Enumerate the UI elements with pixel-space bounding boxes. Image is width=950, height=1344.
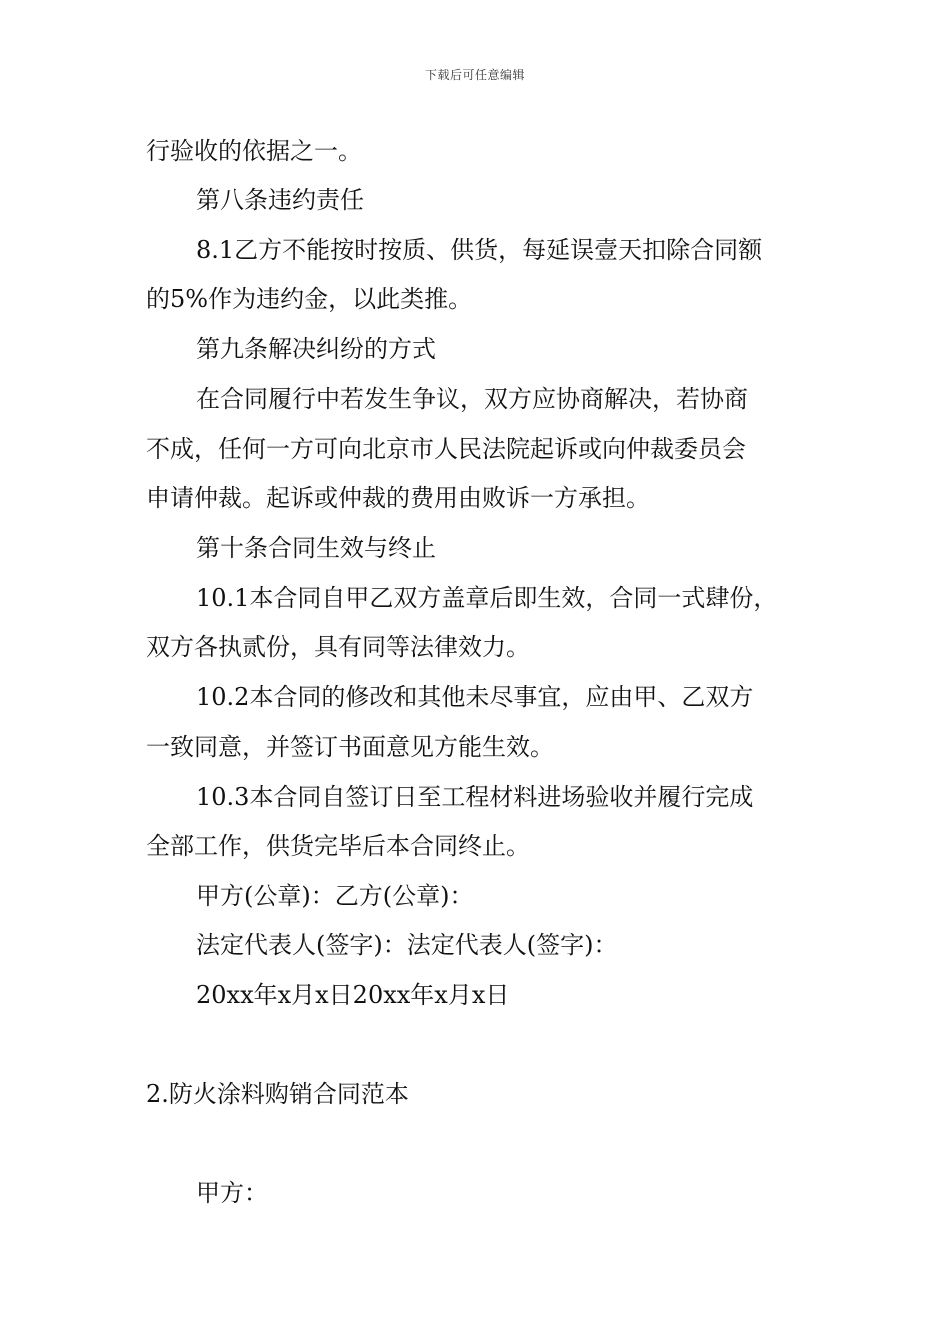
signature-line-date: 20xx年x月x日20xx年x月x日 xyxy=(196,981,510,1009)
paragraph-line: 在合同履行中若发生争议，双方应协商解决，若协商 xyxy=(196,385,748,413)
article-heading: 第八条违约责任 xyxy=(196,186,364,214)
party-a-label: 甲方： xyxy=(196,1179,268,1207)
paragraph-line: 不成，任何一方可向北京市人民法院起诉或向仲裁委员会 xyxy=(146,435,746,463)
signature-line-seal: 甲方(公章)：乙方(公章)： xyxy=(196,882,474,910)
paragraph-line: 双方各执贰份，具有同等法律效力。 xyxy=(146,633,530,661)
section-title: 2.防火涂料购销合同范本 xyxy=(146,1080,409,1108)
paragraph-line: 申请仲裁。起诉或仲裁的费用由败诉一方承担。 xyxy=(146,484,650,512)
article-heading: 第十条合同生效与终止 xyxy=(196,534,436,562)
article-heading: 第九条解决纠纷的方式 xyxy=(196,335,436,363)
paragraph-line: 8.1乙方不能按时按质、供货，每延误壹天扣除合同额 xyxy=(196,236,763,264)
signature-line-representative: 法定代表人(签字)：法定代表人(签字)： xyxy=(196,931,618,959)
paragraph-line: 10.3本合同自签订日至工程材料进场验收并履行完成 xyxy=(196,783,754,811)
paragraph-line: 10.1本合同自甲乙双方盖章后即生效，合同一式肆份， xyxy=(196,584,778,612)
paragraph-line: 全部工作，供货完毕后本合同终止。 xyxy=(146,832,530,860)
paragraph-line: 的5%作为违约金，以此类推。 xyxy=(146,285,473,313)
paragraph-line: 一致同意，并签订书面意见方能生效。 xyxy=(146,733,554,761)
page-header: 下载后可任意编辑 xyxy=(424,68,525,82)
paragraph-line: 10.2本合同的修改和其他未尽事宜，应由甲、乙双方 xyxy=(196,683,754,711)
paragraph-line: 行验收的依据之一。 xyxy=(146,137,362,165)
